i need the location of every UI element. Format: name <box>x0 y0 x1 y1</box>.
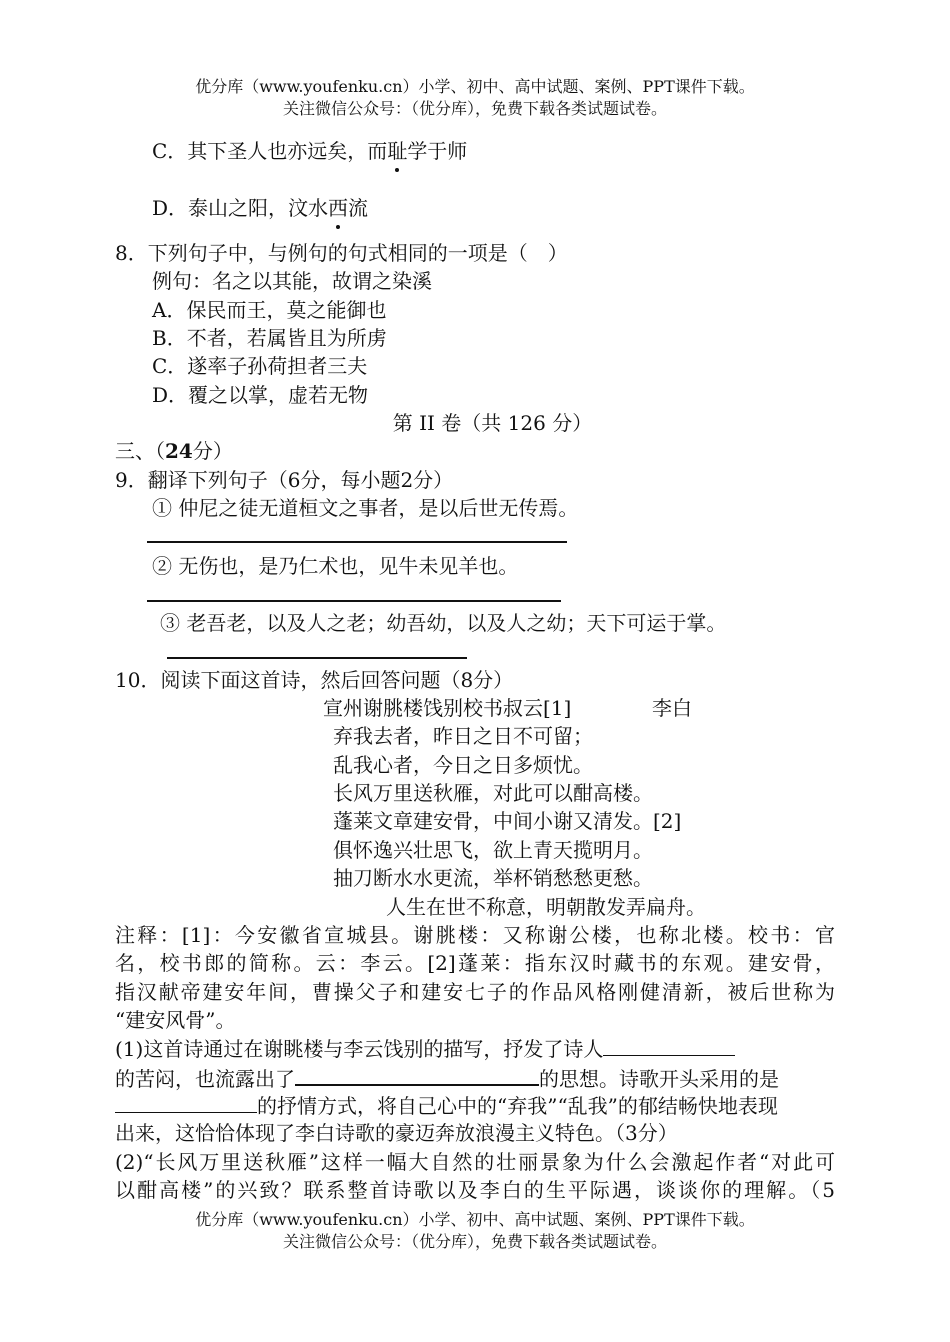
poem-line-3: 长风万里送秋雁，对此可以酣高楼。 <box>333 781 653 805</box>
poem-line-1: 弃我去者，昨日之日不可留； <box>333 724 593 748</box>
q7-option-d-emphasis: 西 <box>328 196 349 220</box>
section3-heading <box>115 438 233 464</box>
q8-option-c: C．遂率子孙荷担者三夫 <box>152 354 368 378</box>
q8-option-b: B．不者，若属皆且为所虏 <box>152 326 387 350</box>
q8-option-a: A．保民而王，莫之能御也 <box>152 298 387 322</box>
q10-sub1-blank-3[interactable] <box>115 1092 257 1113</box>
q7-option-d-pre: D．泰山之阳，汶水 <box>152 196 329 220</box>
q8-stem: 8．下列句子中，与例句的句式相同的一项是（ ） <box>115 241 568 265</box>
q10-sub1-line2-post: 的思想。诗歌开头采用的是 <box>539 1067 779 1091</box>
q10-stem: 10．阅读下面这首诗，然后回答问题（8分） <box>115 668 514 692</box>
q9-answer-line-2[interactable] <box>147 600 561 602</box>
q7-option-d-post: 流 <box>348 196 369 220</box>
page-header-line1: 优分库（www.youfenku.cn）小学、初中、高中试题、案例、PPT课件下载。 <box>195 77 755 96</box>
q9-item-1: ① 仲尼之徒无道桓文之事者，是以后世无传焉。 <box>152 496 579 520</box>
poem-note-line-3: 指汉献帝建安年间，曹操父子和建安七子的作品风格刚健清新，被后世称为 <box>115 980 835 1004</box>
q10-sub1-line2-pre: 的苦闷，也流露出了 <box>115 1067 295 1091</box>
q10-sub1-line2 <box>115 1064 779 1092</box>
poem-title: 宣州谢朓楼饯别校书叔云[1] <box>323 696 572 720</box>
poem-line-4: 蓬莱文章建安骨，中间小谢又清发。[2] <box>333 809 682 833</box>
poem-line-2: 乱我心者，今日之日多烦忧。 <box>333 753 593 777</box>
poem-note-line-2: 名，校书郎的简称。云：李云。[2]蓬莱：指东汉时藏书的东观。建安骨， <box>115 951 835 975</box>
q8-example: 例句：名之以其能，故谓之染溪 <box>152 269 432 293</box>
poem-note-line-4: “建安风骨”。 <box>115 1008 236 1032</box>
q9-answer-line-3[interactable] <box>167 657 467 659</box>
q7-option-d <box>152 195 368 221</box>
q9-item-3: ③ 老吾老，以及人之老；幼吾幼，以及人之幼；天下可运于掌。 <box>160 611 727 635</box>
section3-post: 分） <box>192 439 233 463</box>
q7-option-c-post: 学于师 <box>407 139 468 163</box>
q10-sub1-line3 <box>115 1092 778 1119</box>
poem-author: 李白 <box>652 696 692 720</box>
q7-option-c-emphasis: 耻 <box>387 139 408 163</box>
poem-note-line-1: 注释：[1]：今安徽省宣城县。谢朓楼：又称谢公楼，也称北楼。校书：官 <box>115 923 835 947</box>
q10-sub2-line2: 以酣高楼”的兴致？联系整首诗歌以及李白的生平际遇，谈谈你的理解。（5 <box>115 1178 835 1202</box>
poem-line-7: 人生在世不称意，明朝散发弄扁舟。 <box>386 895 706 919</box>
part2-title: 第 II 卷（共 126 分） <box>392 411 593 435</box>
q7-option-c-pre: C．其下圣人也亦远矣，而 <box>152 139 388 163</box>
q10-sub1-blank-2[interactable] <box>295 1064 539 1086</box>
q9-stem: 9．翻译下列句子（6分，每小题2分） <box>115 468 454 492</box>
q10-sub1-line1 <box>115 1035 735 1062</box>
section3-score: 24 <box>165 439 193 463</box>
q10-sub1-line4: 出来，这恰恰体现了李白诗歌的豪迈奔放浪漫主义特色。（3分） <box>115 1121 678 1145</box>
page-footer-line2: 关注微信公众号：（优分库），免费下载各类试题试卷。 <box>282 1232 667 1251</box>
q10-sub1-line3-post: 的抒情方式，将自己心中的“弃我”“乱我”的郁结畅快地表现 <box>257 1094 778 1118</box>
q9-answer-line-1[interactable] <box>147 541 567 543</box>
q7-option-c <box>152 138 467 164</box>
page-footer-line1: 优分库（www.youfenku.cn）小学、初中、高中试题、案例、PPT课件下载。 <box>195 1210 755 1229</box>
poem-line-5: 俱怀逸兴壮思飞，欲上青天揽明月。 <box>333 838 653 862</box>
poem-line-6: 抽刀断水水更流，举杯销愁愁更愁。 <box>333 866 653 890</box>
q10-sub2-line1: (2)“长风万里送秋雁”这样一幅大自然的壮丽景象为什么会激起作者“对此可 <box>115 1150 835 1174</box>
q10-sub1-blank-1[interactable] <box>603 1035 735 1056</box>
q8-option-d: D．覆之以掌，虚若无物 <box>152 383 369 407</box>
section3-pre: 三、（ <box>115 439 165 463</box>
q9-item-2: ② 无伤也，是乃仁术也，见牛未见羊也。 <box>152 554 519 578</box>
page-header-line2: 关注微信公众号：（优分库），免费下载各类试题试卷。 <box>282 99 667 118</box>
q10-sub1-line1-text: (1)这首诗通过在谢眺楼与李云饯别的描写，抒发了诗人 <box>115 1037 604 1061</box>
